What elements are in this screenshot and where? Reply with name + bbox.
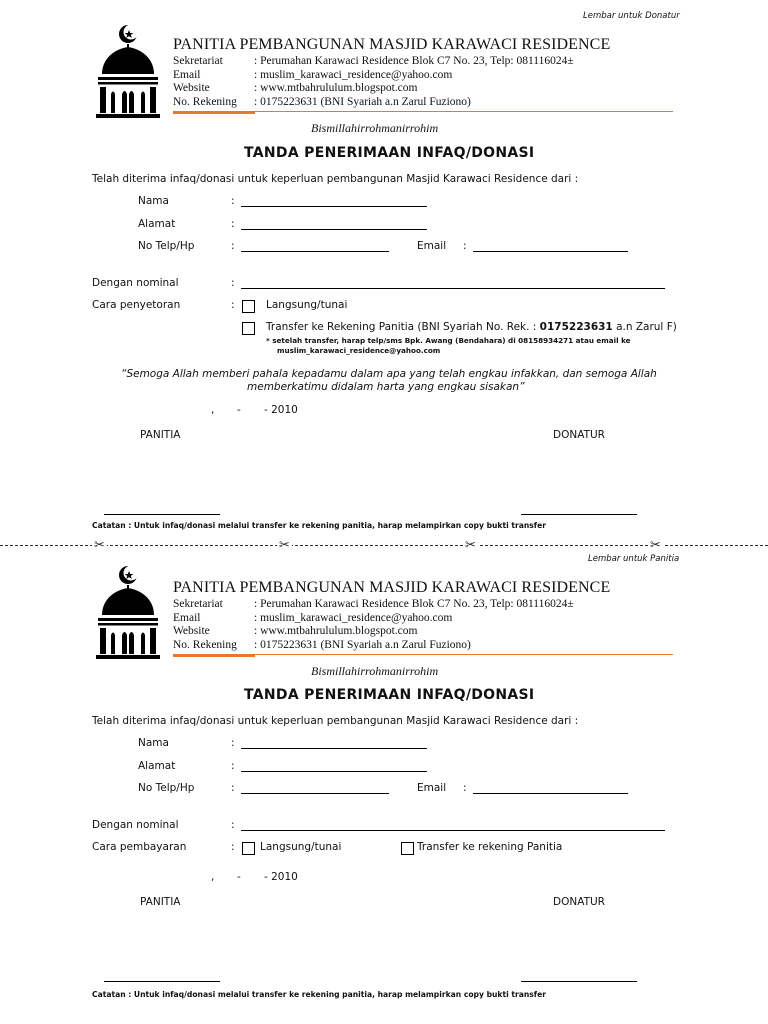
nominal-field[interactable] xyxy=(241,288,665,289)
header-value-email: : muslim_karawaci_residence@yahoo.com xyxy=(254,611,453,624)
org-name: PANITIA PEMBANGUNAN MASJID KARAWACI RESIDENCE xyxy=(173,579,611,596)
transfer-option-prefix: Transfer ke Rekening Panitia (BNI Syariah No. Rek. : xyxy=(266,321,540,333)
footnote: Catatan : Untuk infaq/donasi melalui transfer ke rekening panitia, harap melampirkan copy bukti transfer xyxy=(92,521,546,530)
alamat-field[interactable] xyxy=(241,771,427,772)
colon: : xyxy=(231,819,235,831)
transfer-note-line-1: * setelah transfer, harap telp/sms Bpk. Awang (Bendahara) di 08158934271 atau email ke xyxy=(266,336,631,345)
colon: : xyxy=(231,195,235,207)
sign-donatur-label: DONATUR xyxy=(553,429,605,441)
sign-panitia-label: PANITIA xyxy=(140,429,181,441)
date-dash: - xyxy=(237,404,241,416)
nama-field[interactable] xyxy=(241,206,427,207)
colon: : xyxy=(231,782,235,794)
header-labels xyxy=(173,598,237,652)
label-telp: No Telp/Hp xyxy=(138,240,195,252)
sign-donatur-line xyxy=(521,981,637,982)
scissors-icon: ✂ xyxy=(465,538,476,553)
cash-option-label: Langsung/tunai xyxy=(260,841,342,853)
date-year: - 2010 xyxy=(264,404,298,416)
label-email: Email xyxy=(417,240,447,252)
sign-donatur-label: DONATUR xyxy=(553,896,605,908)
colon: : xyxy=(231,760,235,772)
header-label-account: No. Rekening xyxy=(173,95,237,108)
transfer-note-line-2: muslim_karawaci_residence@yahoo.com xyxy=(277,346,441,355)
transfer-account-number: 0175223631 xyxy=(539,321,613,333)
header-value-website: : www.mtbahrululum.blogspot.com xyxy=(254,82,418,94)
label-alamat: Alamat xyxy=(138,760,176,772)
intro-text: Telah diterima infaq/donasi untuk keperluan pembangunan Masjid Karawaci Residence dari : xyxy=(92,715,579,727)
accent-bar xyxy=(173,111,255,114)
cash-checkbox[interactable] xyxy=(242,300,255,313)
label-nama: Nama xyxy=(138,195,169,207)
colon: : xyxy=(231,737,235,749)
sign-panitia-line xyxy=(104,981,220,982)
accent-line xyxy=(255,654,673,655)
header-values xyxy=(254,598,574,652)
header-label-email: Email xyxy=(173,68,201,81)
transfer-checkbox[interactable] xyxy=(401,842,414,855)
colon: : xyxy=(463,782,467,794)
colon: : xyxy=(231,299,235,311)
bismillah: Bismillahirrohmanirrohim xyxy=(311,121,439,135)
header-label-email: Email xyxy=(173,611,201,624)
cash-option-label: Langsung/tunai xyxy=(266,299,348,311)
label-nama: Nama xyxy=(138,737,169,749)
transfer-option-label xyxy=(266,321,677,333)
header-value-secretariat: : Perumahan Karawaci Residence Blok C7 No. 23, Telp: 081116024± xyxy=(254,55,574,67)
colon: : xyxy=(463,240,467,252)
org-name: PANITIA PEMBANGUNAN MASJID KARAWACI RESIDENCE xyxy=(173,36,611,53)
header-labels xyxy=(173,55,237,109)
label-payment: Cara penyetoran xyxy=(92,299,181,311)
date-year: - 2010 xyxy=(264,871,298,883)
mosque-logo-icon xyxy=(96,563,160,659)
quote-line-1: “Semoga Allah memberi pahala kepadamu dalam apa yang telah engkau infakkan, dan semoga Allah xyxy=(121,368,657,380)
form-title: TANDA PENERIMAAN INFAQ/DONASI xyxy=(244,687,535,703)
telp-field[interactable] xyxy=(241,251,389,252)
label-telp: No Telp/Hp xyxy=(138,782,195,794)
label-email: Email xyxy=(417,782,447,794)
scissors-icon: ✂ xyxy=(94,538,105,553)
scissors-icon: ✂ xyxy=(650,538,661,553)
accent-bar xyxy=(173,654,255,657)
header-value-account: : 0175223631 (BNI Syariah a.n Zarul Fuziono) xyxy=(254,638,471,651)
alamat-field[interactable] xyxy=(241,229,427,230)
footnote: Catatan : Untuk infaq/donasi melalui transfer ke rekening panitia, harap melampirkan copy bukti transfer xyxy=(92,990,546,999)
label-alamat: Alamat xyxy=(138,218,176,230)
header-value-email: : muslim_karawaci_residence@yahoo.com xyxy=(254,68,453,81)
header-label-website: Website xyxy=(173,82,210,94)
colon: : xyxy=(231,240,235,252)
intro-text: Telah diterima infaq/donasi untuk keperluan pembangunan Masjid Karawaci Residence dari : xyxy=(92,173,579,185)
header-value-website: : www.mtbahrululum.blogspot.com xyxy=(254,625,418,637)
label-nominal: Dengan nominal xyxy=(92,277,179,289)
header-label-website: Website xyxy=(173,625,210,637)
transfer-checkbox[interactable] xyxy=(242,322,255,335)
header-value-secretariat: : Perumahan Karawaci Residence Blok C7 No. 23, Telp: 081116024± xyxy=(254,598,574,610)
mosque-logo-icon xyxy=(96,22,160,118)
telp-field[interactable] xyxy=(241,793,389,794)
date-comma: , xyxy=(211,871,215,883)
email-field[interactable] xyxy=(473,793,628,794)
nama-field[interactable] xyxy=(241,748,427,749)
sign-panitia-line xyxy=(104,514,220,515)
nominal-field[interactable] xyxy=(241,830,665,831)
colon: : xyxy=(231,841,235,853)
cash-checkbox[interactable] xyxy=(242,842,255,855)
colon: : xyxy=(231,277,235,289)
colon: : xyxy=(231,218,235,230)
label-payment: Cara pembayaran xyxy=(92,841,187,853)
transfer-option-suffix: a.n Zarul F) xyxy=(612,321,677,333)
form-title: TANDA PENERIMAAN INFAQ/DONASI xyxy=(244,145,535,161)
sign-donatur-line xyxy=(521,514,637,515)
bismillah: Bismillahirrohmanirrohim xyxy=(311,664,439,678)
corner-label: Lembar untuk Panitia xyxy=(588,554,680,564)
label-nominal: Dengan nominal xyxy=(92,819,179,831)
accent-line xyxy=(255,111,673,112)
sign-panitia-label: PANITIA xyxy=(140,896,181,908)
date-comma: , xyxy=(211,404,215,416)
email-field[interactable] xyxy=(473,251,628,252)
date-dash: - xyxy=(237,871,241,883)
scissors-icon: ✂ xyxy=(279,538,290,553)
header-values xyxy=(254,55,574,109)
header-value-account: : 0175223631 (BNI Syariah a.n Zarul Fuziono) xyxy=(254,95,471,108)
header-label-secretariat: Sekretariat xyxy=(173,598,223,610)
quote-line-2: memberkatimu didalam harta yang engkau sisakan” xyxy=(247,381,525,393)
transfer-option-label: Transfer ke rekening Panitia xyxy=(417,841,563,853)
header-label-account: No. Rekening xyxy=(173,638,237,651)
corner-label: Lembar untuk Donatur xyxy=(583,11,680,21)
header-label-secretariat: Sekretariat xyxy=(173,55,223,67)
